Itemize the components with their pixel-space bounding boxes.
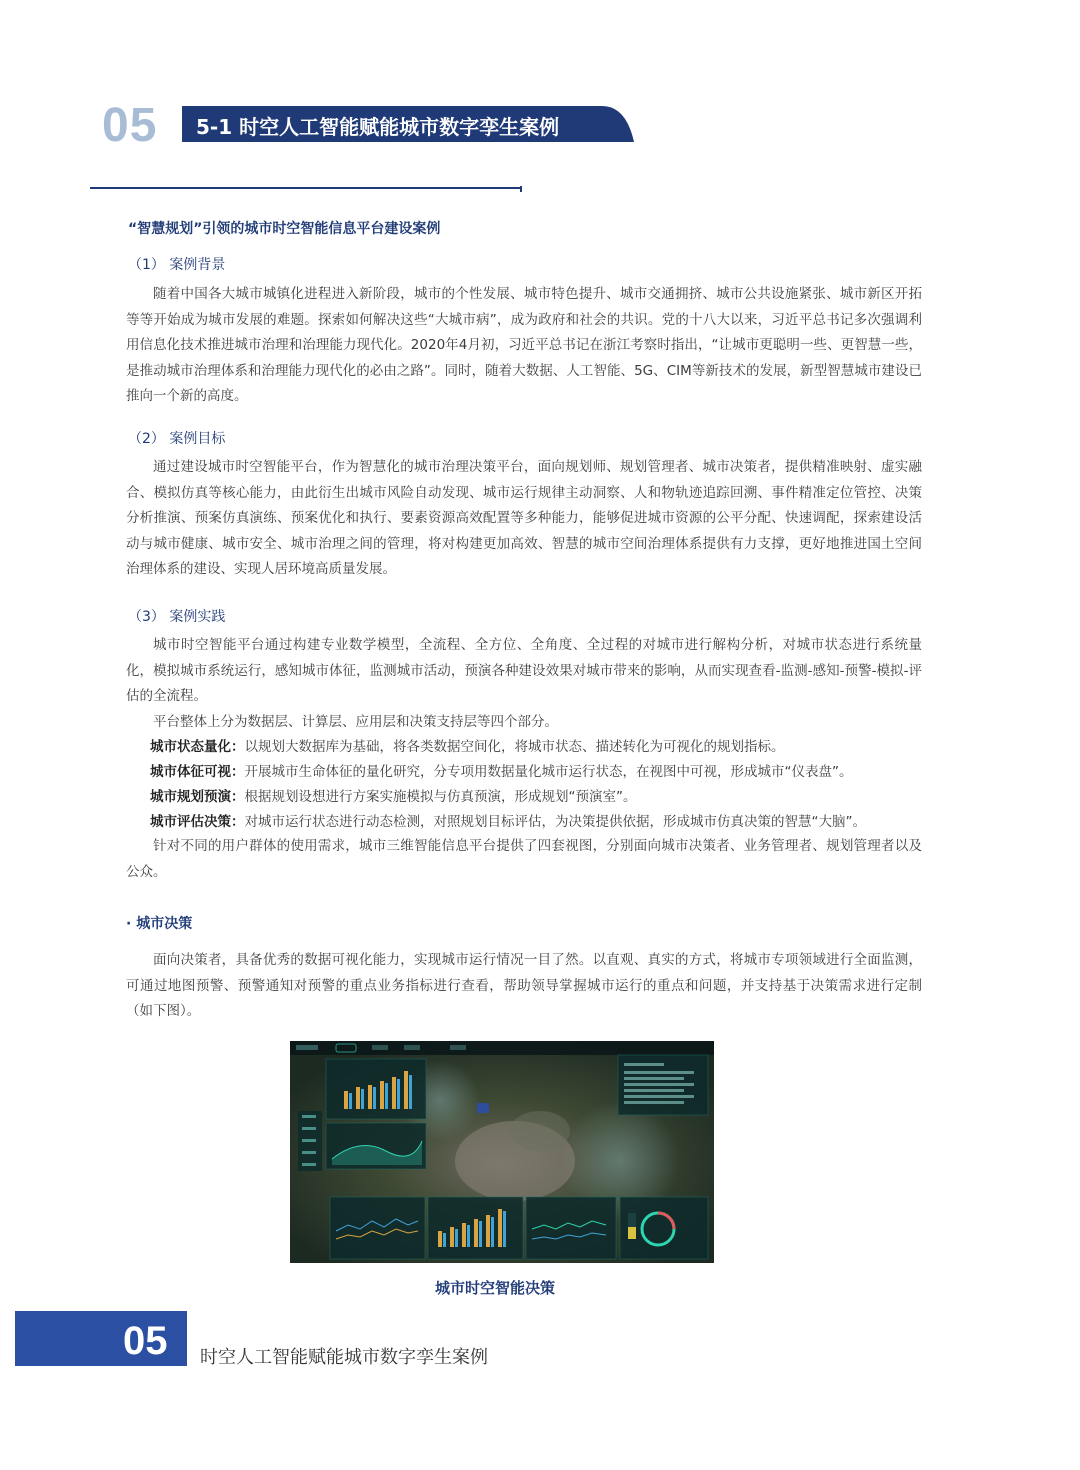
practice-item-label: 城市体征可视：: [150, 764, 245, 780]
paragraph-background: 随着中国各大城市城镇化进程进入新阶段，城市的个性发展、城市特色提升、城市交通拥挤、城市公共设施紧张、城市新区开拓等等开始成为城市发展的难题。探索如何解决这些“大城市病”，成为政府和社会的共识。党的十八大以来，习近平总书记多次强调利用信息化技术推进城市治理和治理能力现代化。2020年4月初，习近平总书记在浙江考察时指出，“让城市更聪明一些、更智慧一些，是推动城市治理体系和治理能力现代化的必由之路”。同时，随着大数据、人工智能、5G、CIM等新技术的发展，新型智慧城市建设已推向一个新的高度。: [126, 286, 922, 404]
chapter-number: 05: [102, 99, 158, 152]
practice-item-text: 根据规划设想进行方案实施模拟与仿真预演，形成规划“预演室”。: [244, 789, 637, 805]
practice-item-label: 城市评估决策：: [150, 814, 245, 830]
heading-city-decision: · 城市决策: [126, 916, 193, 932]
paragraph-practice-intro: 城市时空智能平台通过构建专业数学模型，全流程、全方位、全角度、全过程的对城市进行解构分析，对城市状态进行系统量化，模拟城市系统运行，感知城市体征，监测城市活动，预演各种建设效果对城市带来的影响，从而实现查看-监测-感知-预警-模拟-评估的全流程。: [126, 637, 922, 704]
paragraph-city-decision: 面向决策者，具备优秀的数据可视化能力，实现城市运行情况一目了然。以直观、真实的方式，将城市专项领域进行全面监测，可通过地图预警、预警通知对预警的重点业务指标进行查看，帮助领导掌握城市运行的重点和问题，并支持基于决策需求进行定制（如下图）。: [126, 952, 922, 1019]
practice-item: [126, 735, 946, 761]
figure-caption: 城市时空智能决策: [434, 1279, 555, 1297]
footer-chapter-number: 05: [123, 1319, 168, 1363]
heading-goal: （2） 案例目标: [128, 431, 226, 447]
footer-chapter-box: [15, 1311, 187, 1366]
paragraph-goal: 通过建设城市时空智能平台，作为智慧化的城市治理决策平台，面向规划师、规划管理者、城市决策者，提供精准映射、虚实融合、模拟仿真等核心能力，由此衍生出城市风险自动发现、城市运行规律主动洞察、人和物轨迹追踪回溯、事件精准定位管控、决策分析推演、预案仿真演练、预案优化和执行、要素资源高效配置等多种能力，能够促进城市资源的公平分配、快速调配，探索建设活动与城市健康、城市安全、城市治理之间的管理，将对构建更加高效、智慧的城市空间治理体系提供有力支撑，更好地推进国土空间治理体系的建设、实现人居环境高质量发展。: [126, 459, 922, 577]
paragraph-practice-closing: 针对不同的用户群体的使用需求，城市三维智能信息平台提供了四套视图，分别面向城市决策者、业务管理者、规划管理者以及公众。: [126, 838, 922, 880]
practice-item-text: 开展城市生命体征的量化研究，分专项用数据量化城市运行状态，在视图中可视，形成城市“仪表盘”。: [244, 764, 853, 780]
practice-item: [126, 810, 946, 836]
paragraph-layers: 平台整体上分为数据层、计算层、应用层和决策支持层等四个部分。: [153, 714, 558, 730]
header-divider: [90, 186, 524, 190]
dashboard-screenshot-image: [290, 1041, 714, 1263]
practice-item: [126, 785, 946, 811]
practice-item-label: 城市规划预演：: [150, 789, 245, 805]
practice-item-text: 以规划大数据库为基础，将各类数据空间化，将城市状态、描述转化为可视化的规划指标。: [244, 739, 785, 755]
practice-item-text: 对城市运行状态进行动态检测，对照规划目标评估，为决策提供依据，形成城市仿真决策的智慧“大脑”。: [244, 814, 866, 830]
practice-item: [126, 760, 946, 786]
heading-background: （1） 案例背景: [128, 257, 226, 273]
section-title: 5-1 时空人工智能赋能城市数字孪生案例: [196, 115, 560, 139]
section-title-banner: [182, 106, 634, 142]
footer-title: 时空人工智能赋能城市数字孪生案例: [200, 1347, 488, 1368]
practice-item-label: 城市状态量化：: [150, 739, 245, 755]
case-title: “智慧规划”引领的城市时空智能信息平台建设案例: [128, 221, 441, 237]
heading-practice: （3） 案例实践: [128, 609, 226, 625]
